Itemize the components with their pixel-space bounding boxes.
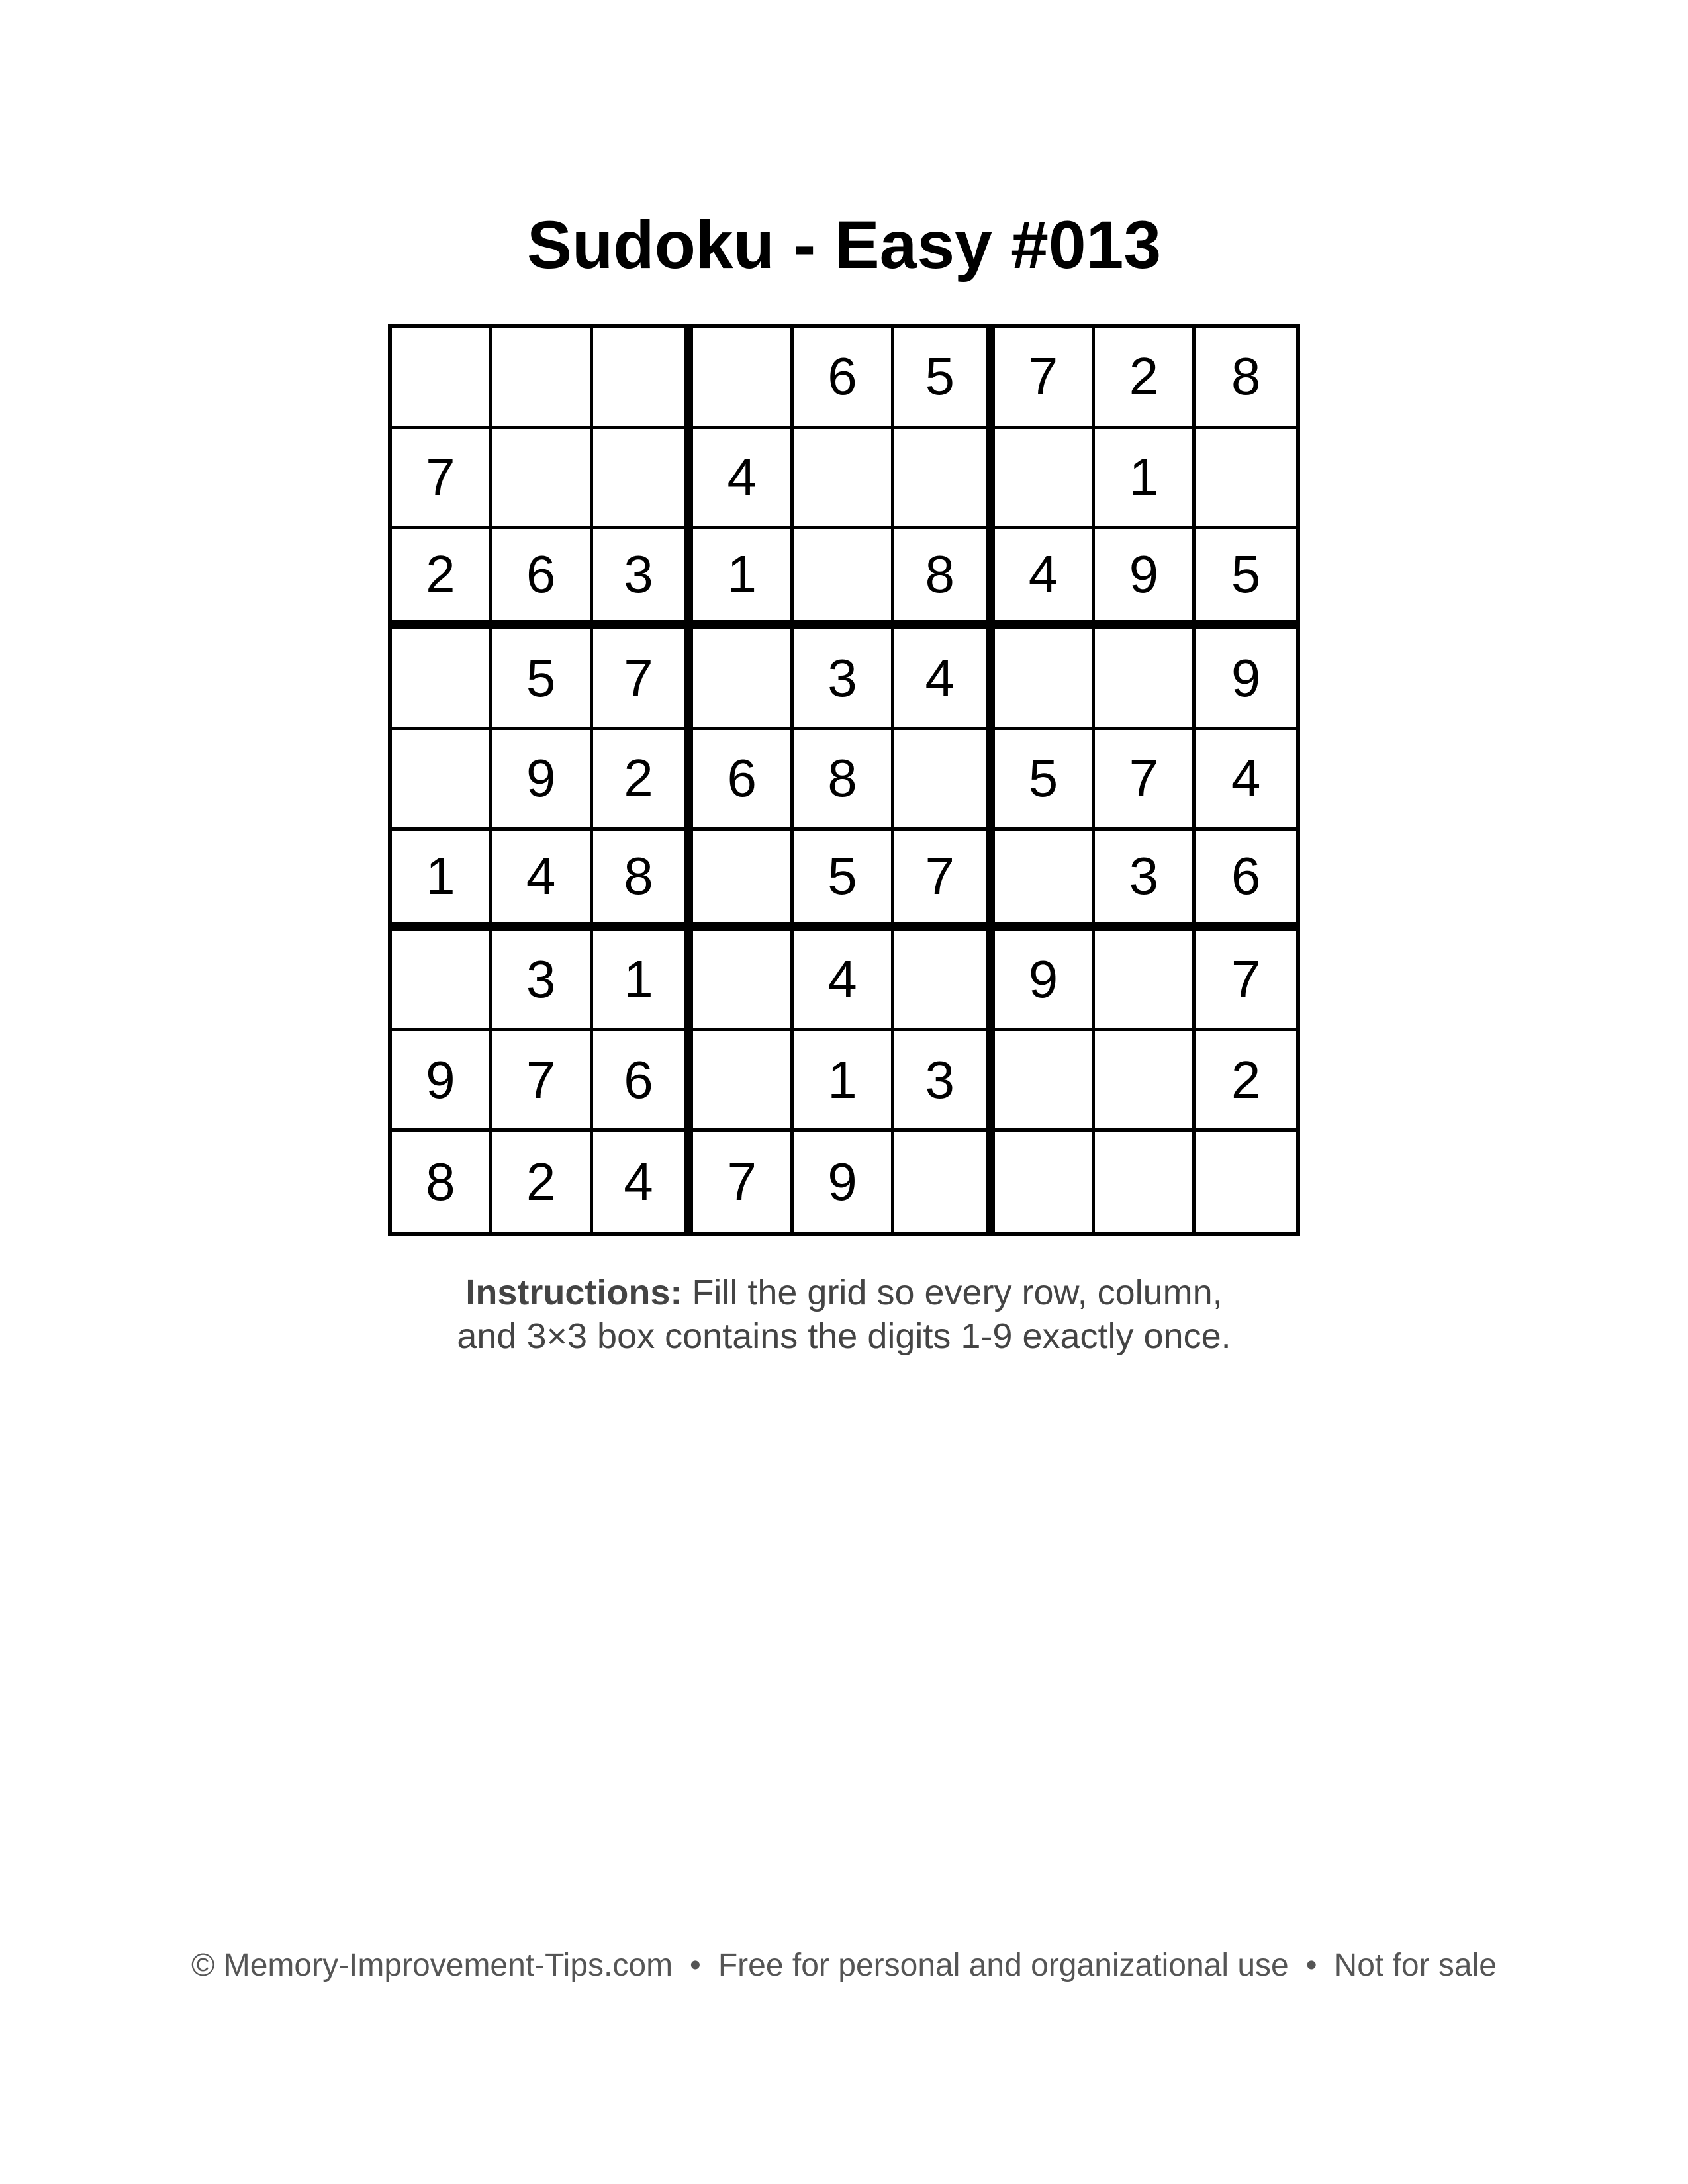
given-cell[interactable]: 4 <box>492 831 593 931</box>
given-cell[interactable]: 7 <box>894 831 995 931</box>
footer <box>0 1946 1688 1985</box>
given-cell[interactable]: 9 <box>1196 629 1296 730</box>
footer-notice: Not for sale <box>1334 1948 1497 1983</box>
empty-cell[interactable] <box>1095 1132 1196 1232</box>
given-cell[interactable]: 5 <box>1196 529 1296 630</box>
empty-cell[interactable] <box>995 629 1096 730</box>
given-cell[interactable]: 9 <box>794 1132 894 1232</box>
given-cell[interactable]: 5 <box>894 328 995 429</box>
given-cell[interactable]: 9 <box>995 931 1096 1032</box>
empty-cell[interactable] <box>593 429 694 529</box>
given-cell[interactable]: 3 <box>894 1031 995 1132</box>
given-cell[interactable]: 8 <box>1196 328 1296 429</box>
given-cell[interactable]: 4 <box>593 1132 694 1232</box>
given-cell[interactable]: 6 <box>794 328 894 429</box>
empty-cell[interactable] <box>995 831 1096 931</box>
empty-cell[interactable] <box>693 931 794 1032</box>
given-cell[interactable]: 8 <box>593 831 694 931</box>
empty-cell[interactable] <box>894 730 995 831</box>
given-cell[interactable]: 5 <box>794 831 894 931</box>
given-cell[interactable]: 5 <box>995 730 1096 831</box>
given-cell[interactable]: 9 <box>392 1031 492 1132</box>
footer-copyright: © Memory-Improvement-Tips.com <box>191 1948 673 1983</box>
empty-cell[interactable] <box>492 328 593 429</box>
page-title: Sudoku - Easy #013 <box>526 207 1162 283</box>
empty-cell[interactable] <box>693 1031 794 1132</box>
given-cell[interactable]: 2 <box>492 1132 593 1232</box>
empty-cell[interactable] <box>1196 1132 1296 1232</box>
instructions-label: Instructions: <box>465 1273 682 1312</box>
given-cell[interactable]: 4 <box>894 629 995 730</box>
given-cell[interactable]: 4 <box>693 429 794 529</box>
given-cell[interactable]: 7 <box>492 1031 593 1132</box>
given-cell[interactable]: 8 <box>392 1132 492 1232</box>
empty-cell[interactable] <box>894 429 995 529</box>
instructions <box>0 1271 1688 1358</box>
given-cell[interactable]: 8 <box>894 529 995 630</box>
given-cell[interactable]: 9 <box>1095 529 1196 630</box>
given-cell[interactable]: 2 <box>1196 1031 1296 1132</box>
empty-cell[interactable] <box>995 429 1096 529</box>
given-cell[interactable]: 9 <box>492 730 593 831</box>
empty-cell[interactable] <box>492 429 593 529</box>
empty-cell[interactable] <box>693 629 794 730</box>
given-cell[interactable]: 2 <box>593 730 694 831</box>
given-cell[interactable]: 2 <box>1095 328 1196 429</box>
instructions-line-2: and 3×3 box contains the digits 1-9 exactly once. <box>457 1316 1231 1356</box>
given-cell[interactable]: 4 <box>794 931 894 1032</box>
empty-cell[interactable] <box>995 1031 1096 1132</box>
given-cell[interactable]: 3 <box>1095 831 1196 931</box>
empty-cell[interactable] <box>593 328 694 429</box>
empty-cell[interactable] <box>1095 1031 1196 1132</box>
given-cell[interactable]: 4 <box>995 529 1096 630</box>
given-cell[interactable]: 1 <box>693 529 794 630</box>
empty-cell[interactable] <box>894 931 995 1032</box>
given-cell[interactable]: 6 <box>1196 831 1296 931</box>
footer-separator: • <box>690 1948 701 1983</box>
given-cell[interactable]: 3 <box>794 629 894 730</box>
empty-cell[interactable] <box>995 1132 1096 1232</box>
given-cell[interactable]: 7 <box>593 629 694 730</box>
empty-cell[interactable] <box>794 529 894 630</box>
empty-cell[interactable] <box>392 328 492 429</box>
empty-cell[interactable] <box>693 328 794 429</box>
given-cell[interactable]: 6 <box>593 1031 694 1132</box>
given-cell[interactable]: 1 <box>1095 429 1196 529</box>
given-cell[interactable]: 6 <box>492 529 593 630</box>
given-cell[interactable]: 7 <box>1095 730 1196 831</box>
given-cell[interactable]: 5 <box>492 629 593 730</box>
empty-cell[interactable] <box>392 629 492 730</box>
empty-cell[interactable] <box>1095 931 1196 1032</box>
empty-cell[interactable] <box>392 931 492 1032</box>
given-cell[interactable]: 3 <box>593 529 694 630</box>
footer-license: Free for personal and organizational use <box>718 1948 1289 1983</box>
given-cell[interactable]: 1 <box>794 1031 894 1132</box>
given-cell[interactable]: 1 <box>392 831 492 931</box>
given-cell[interactable]: 2 <box>392 529 492 630</box>
given-cell[interactable]: 4 <box>1196 730 1296 831</box>
footer-separator: • <box>1305 1948 1317 1983</box>
empty-cell[interactable] <box>693 831 794 931</box>
given-cell[interactable]: 7 <box>1196 931 1296 1032</box>
empty-cell[interactable] <box>794 429 894 529</box>
instructions-text-1: Fill the grid so every row, column, <box>692 1273 1223 1312</box>
given-cell[interactable]: 6 <box>693 730 794 831</box>
empty-cell[interactable] <box>1095 629 1196 730</box>
given-cell[interactable]: 1 <box>593 931 694 1032</box>
given-cell[interactable]: 8 <box>794 730 894 831</box>
instructions-line-1 <box>0 1271 1688 1314</box>
given-cell[interactable]: 7 <box>392 429 492 529</box>
sudoku-grid <box>388 324 1300 1236</box>
empty-cell[interactable] <box>894 1132 995 1232</box>
given-cell[interactable]: 7 <box>693 1132 794 1232</box>
given-cell[interactable]: 3 <box>492 931 593 1032</box>
empty-cell[interactable] <box>392 730 492 831</box>
given-cell[interactable]: 7 <box>995 328 1096 429</box>
empty-cell[interactable] <box>1196 429 1296 529</box>
